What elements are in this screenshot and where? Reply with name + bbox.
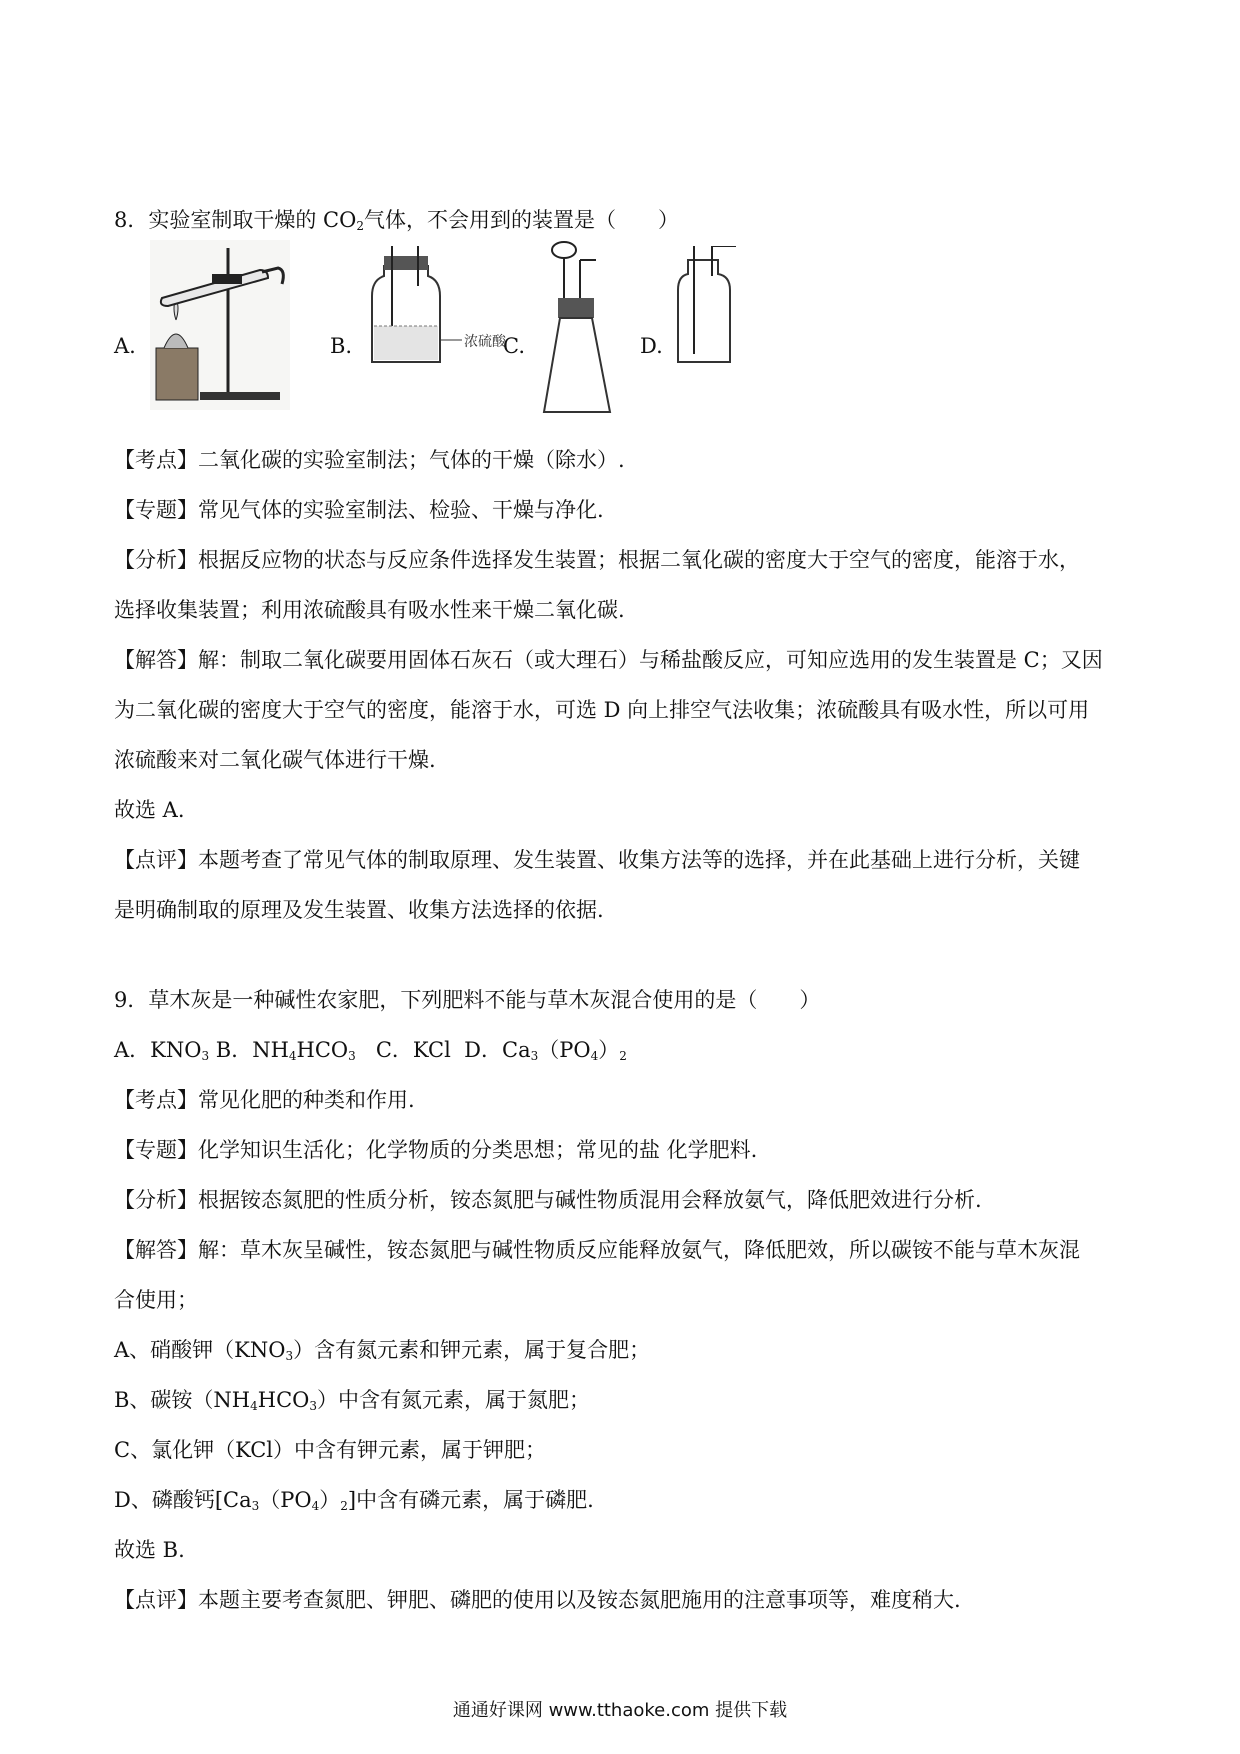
option-a-label: A. [114,334,136,358]
option-b-label: B. [330,334,353,358]
collection-bottle-figure [672,246,742,366]
q8-jieda-3: 浓硫酸来对二氧化碳气体进行干燥. [114,748,436,772]
q8-stem: 8．实验室制取干燥的 $CO_2$气体，不会用到的装置是（ ） [114,208,679,233]
q8-answer: 故选 A. [114,798,185,822]
q9-line-d: D、磷酸钙$[Ca_3(PO_4)_2]$中含有磷元素，属于磷肥. [114,1488,594,1513]
q8-jieda-1: 【解答】解：制取二氧化碳要用固体石灰石（或大理石）与稀盐酸反应，可知应选用的发生装置是 C；又因 [114,648,1103,672]
drying-bottle-figure [362,246,522,366]
generator-flask-figure [538,240,618,420]
q9-stem: 9．草木灰是一种碱性农家肥，下列肥料不能与草木灰混合使用的是（ ） [114,988,821,1012]
page-footer: 通通好课网 www.tthaoke.com 提供下载 [452,1700,788,1721]
option-c-label: C. [503,334,525,358]
q8-dianping-2: 是明确制取的原理及发生装置、收集方法选择的依据. [114,898,604,922]
q9-kaodian: 【考点】常见化肥的种类和作用. [114,1088,415,1112]
q8-zhuanti: 【专题】常见气体的实验室制法、检验、干燥与净化. [114,498,604,522]
q9-line-c: C、氯化钾（KCl）中含有钾元素，属于钾肥； [114,1438,546,1462]
q9-fenxi: 【分析】根据铵态氮肥的性质分析，铵态氮肥与碱性物质混用会释放氨气，降低肥效进行分析. [114,1188,982,1212]
q9-options: A．$KNO_3$ B．$NH_4HCO_3$ C．KCl D．$Ca_3(PO_4)_2$ [114,1038,627,1063]
q8-kaodian: 【考点】二氧化碳的实验室制法；气体的干燥（除水）. [114,448,625,472]
q8-fenxi-1: 【分析】根据反应物的状态与反应条件选择发生装置；根据二氧化碳的密度大于空气的密度，能溶于水， [114,548,1080,572]
q9-dianping: 【点评】本题主要考查氮肥、钾肥、磷肥的使用以及铵态氮肥施用的注意事项等，难度稍大. [114,1588,961,1612]
q9-line-a: A、硝酸钾$(KNO_3)$含有氮元素和钾元素，属于复合肥； [114,1338,651,1363]
q8-fenxi-2: 选择收集装置；利用浓硫酸具有吸水性来干燥二氧化碳. [114,598,625,622]
q9-answer: 故选 B. [114,1538,185,1562]
q9-jieda-2: 合使用； [114,1288,198,1312]
q8-jieda-2: 为二氧化碳的密度大于空气的密度，能溶于水，可选 D 向上排空气法收集；浓硫酸具有吸水性，所以可用 [114,698,1090,722]
q9-zhuanti: 【专题】化学知识生活化；化学物质的分类思想；常见的盐 化学肥料. [114,1138,758,1162]
q9-line-b: B、碳铵$(NH_4HCO_3)$中含有氮元素，属于氮肥； [114,1388,591,1413]
q8-dianping-1: 【点评】本题考查了常见气体的制取原理、发生装置、收集方法等的选择，并在此基础上进行分析，关键 [114,848,1080,872]
heating-apparatus-figure [150,240,290,410]
option-d-label: D. [640,334,663,358]
sulfuric-acid-label: 浓硫酸 [464,334,506,350]
q9-jieda-1: 【解答】解：草木灰呈碱性，铵态氮肥与碱性物质反应能释放氨气，降低肥效，所以碳铵不能与草木灰混 [114,1238,1080,1262]
